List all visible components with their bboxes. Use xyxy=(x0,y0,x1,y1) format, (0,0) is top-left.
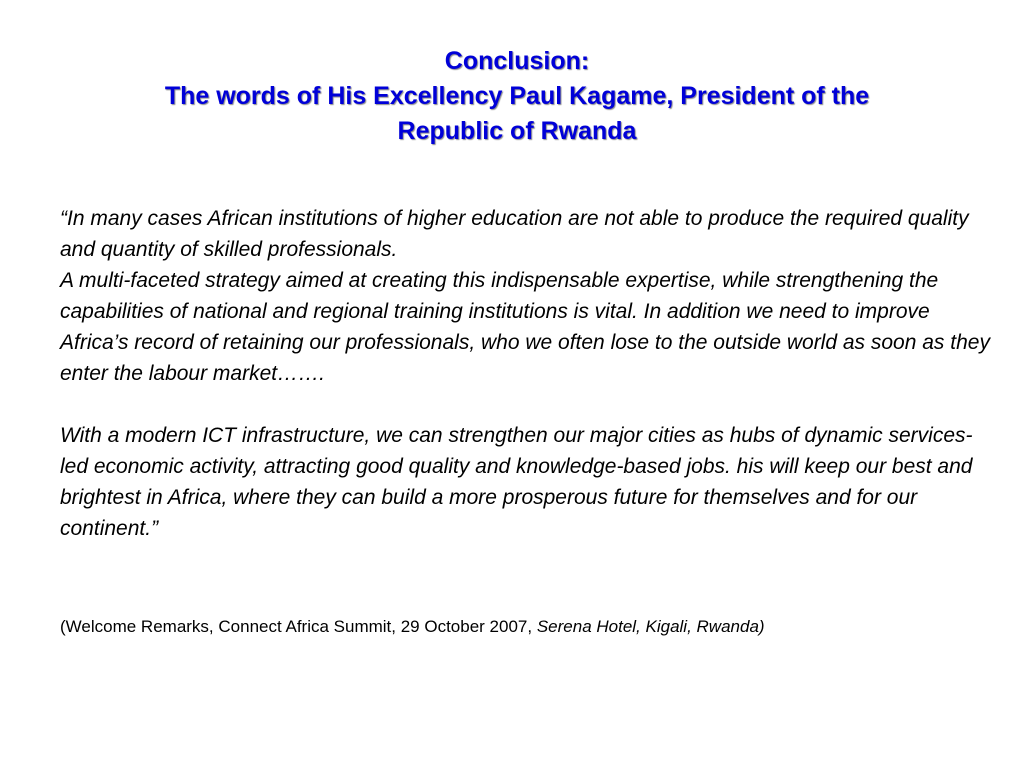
title-line-3: Republic of Rwanda xyxy=(397,117,637,145)
citation xyxy=(60,614,990,640)
title-line-1: Conclusion: xyxy=(444,47,590,75)
quote-paragraph-2: A multi-faceted strategy aimed at creating this indispensable expertise, while strengthening the capabilities of national and regional training institutions is vital. In addition we need to improve Africa’s record of retaining our professionals, who we often lose to the outside world as soon as they enter the labour market……. xyxy=(60,269,990,385)
citation-venue: Serena Hotel, Kigali, Rwanda) xyxy=(536,617,765,636)
paragraph-spacer xyxy=(60,389,990,420)
quote-block xyxy=(60,203,990,544)
quote-paragraph-1: “In many cases African institutions of higher education are not able to produce the required quality and quantity of skilled professionals. xyxy=(60,207,969,261)
title-line-2: The words of His Excellency Paul Kagame, President of the xyxy=(164,82,870,110)
citation-text: (Welcome Remarks, Connect Africa Summit, 29 October 2007, xyxy=(60,617,537,636)
slide-title xyxy=(20,44,1014,149)
quote-paragraph-3: With a modern ICT infrastructure, we can strengthen our major cities as hubs of dynamic services-led economic activity, attracting good quality and knowledge-based jobs. his will keep our best and brightest in Africa, where they can build a more prosperous future for themselves and for our continent.” xyxy=(60,424,973,540)
